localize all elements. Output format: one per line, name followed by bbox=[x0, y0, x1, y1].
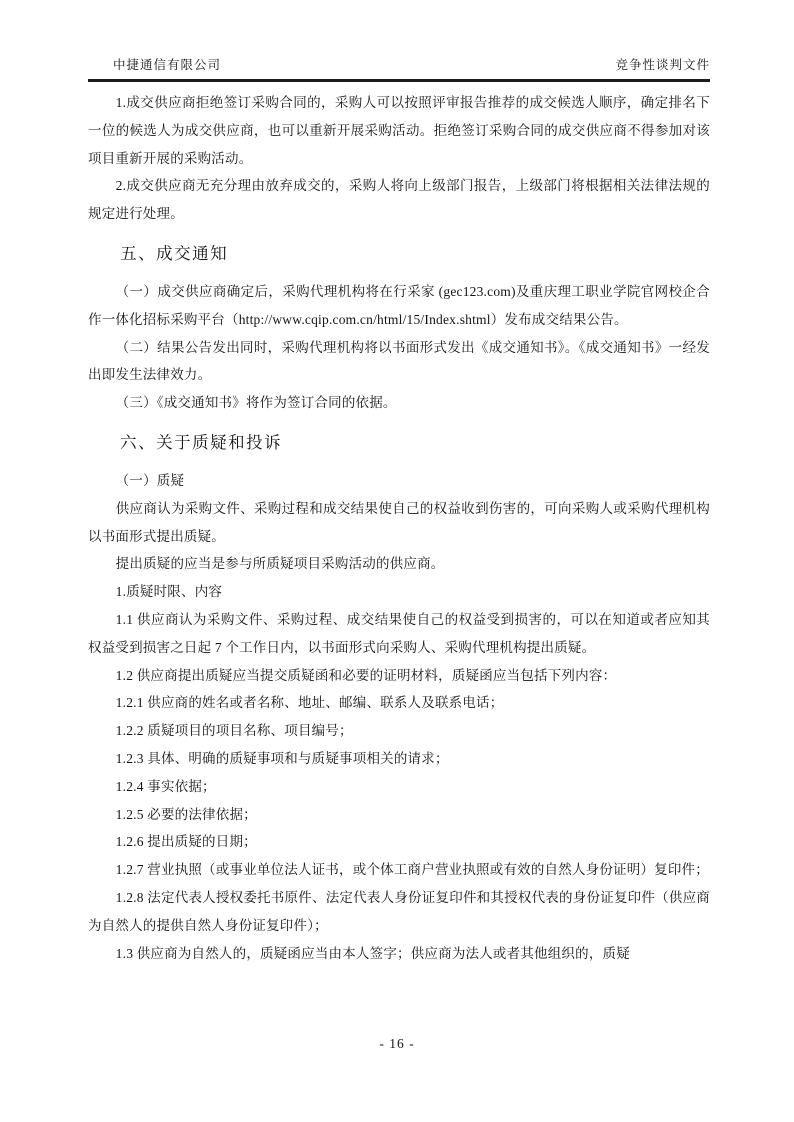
header-double-rule bbox=[88, 79, 710, 82]
paragraph-item-1-2-5: 1.2.5 必要的法律依据； bbox=[115, 806, 257, 822]
page-header bbox=[88, 56, 710, 74]
header-company-name: 中捷通信有限公司 bbox=[113, 58, 222, 72]
page-number: - 16 - bbox=[379, 1036, 415, 1051]
section-heading-5: 五、成交通知 bbox=[120, 243, 229, 263]
paragraph-item-1-2-3: 1.2.3 具体、明确的质疑事项和与质疑事项相关的请求； bbox=[115, 750, 449, 766]
paragraph-2: 2.成交供应商无充分理由放弃成交的，采购人将向上级部门报告，上级部门将根据相关法律法规的规定进行处理。 bbox=[88, 178, 710, 222]
paragraph-1: 1.成交供应商拒绝签订采购合同的，采购人可以按照评审报告推荐的成交候选人顺序，确定排名下一位的候选人为成交供应商，也可以重新开展采购活动。拒绝签订采购合同的成交供应商不得参加对该项目重新开展的采购活动。 bbox=[88, 95, 710, 166]
paragraph-item-1-2-7: 1.2.7 营业执照（或事业单位法人证书，或个体工商户营业执照或有效的自然人身份证明）复印件； bbox=[115, 862, 709, 878]
paragraph-item-1: 1.质疑时限、内容 bbox=[115, 584, 223, 600]
paragraph-item-1-2-8: 1.2.8 法定代表人授权委托书原件、法定代表人身份证复印件和其授权代表的身份证复印件（供应商为自然人的提供自然人身份证复印件）； bbox=[88, 889, 710, 933]
section-heading-6: 六、关于质疑和投诉 bbox=[120, 432, 283, 452]
page-footer bbox=[0, 1036, 794, 1052]
header-doc-type: 竞争性谈判文件 bbox=[615, 58, 710, 72]
paragraph-item-1-1: 1.1 供应商认为采购文件、采购过程、成交结果使自己的权益受到损害的，可以在知道或者应知其权益受到损害之日起 7 个工作日内，以书面形式向采购人、采购代理机构提出质疑。 bbox=[88, 611, 710, 655]
paragraph-6-1: （一）质疑 bbox=[115, 472, 185, 488]
paragraph-item-1-2-1: 1.2.1 供应商的姓名或者名称、地址、邮编、联系人及联系电话； bbox=[115, 695, 504, 711]
paragraph-5-2: （二）结果公告发出同时，采购代理机构将以书面形式发出《成交通知书》。《成交通知书》一经发出即发生法律效力。 bbox=[88, 339, 710, 383]
paragraph-5-3: （三）《成交通知书》将作为签订合同的依据。 bbox=[115, 395, 397, 411]
paragraph-item-1-2: 1.2 供应商提出质疑应当提交质疑函和必要的证明材料，质疑函应当包括下列内容： bbox=[115, 667, 617, 683]
paragraph-6-3: 提出质疑的应当是参与所质疑项目采购活动的供应商。 bbox=[115, 556, 445, 572]
paragraph-item-1-2-6: 1.2.6 提出质疑的日期； bbox=[115, 834, 257, 850]
document-body bbox=[88, 89, 710, 967]
paragraph-item-1-2-2: 1.2.2 质疑项目的项目名称、项目编号； bbox=[115, 723, 353, 739]
paragraph-item-1-2-4: 1.2.4 事实依据； bbox=[115, 778, 216, 794]
paragraph-6-2: 供应商认为采购文件、采购过程和成交结果使自己的权益收到伤害的，可向采购人或采购代理机构以书面形式提出质疑。 bbox=[88, 500, 710, 544]
paragraph-5-1: （一）成交供应商确定后，采购代理机构将在行采家 (gec123.com)及重庆理工职业学院官网校企合作一体化招标采购平台（http://www.cqip.com.cn/html/15/Index.shtml）发布成交结果公告。 bbox=[88, 283, 710, 327]
paragraph-item-1-3: 1.3 供应商为自然人的，质疑函应当由本人签字；供应商为法人或者其他组织的，质疑 bbox=[115, 945, 630, 961]
